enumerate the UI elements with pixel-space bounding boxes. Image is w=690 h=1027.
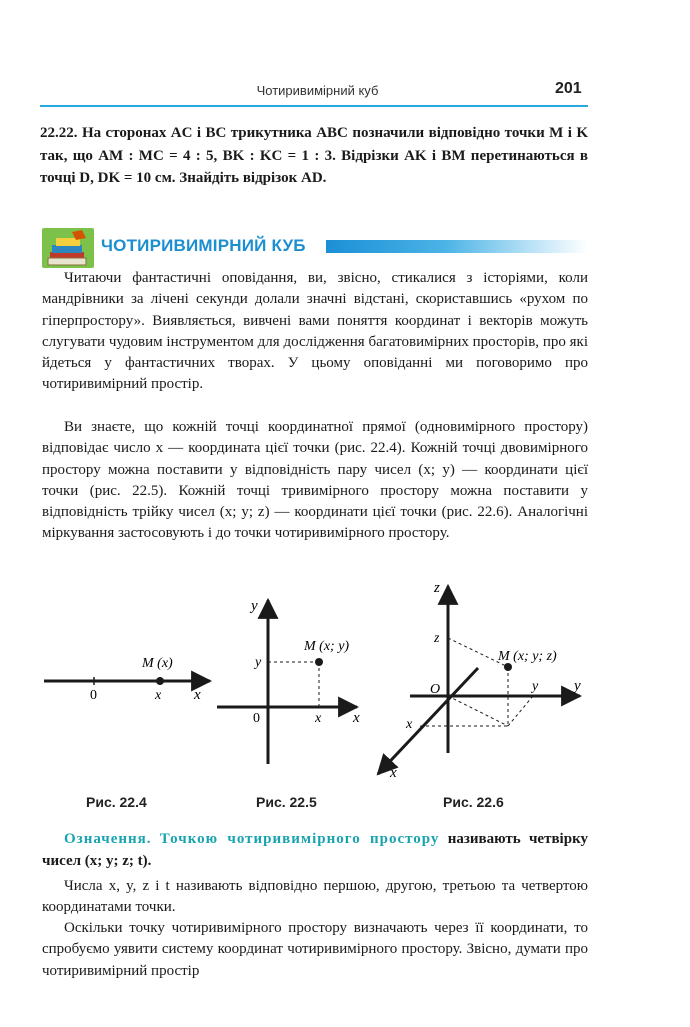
origin-label: O [430, 682, 441, 697]
x-coord-label: x [315, 711, 322, 726]
paragraph-system: Оскільки точку чотиривимірного простору визначають через її координати, то спробуємо уявити систему координат чотиривимірного простору. Звісно, думати про чотиривимірний простір [42, 920, 588, 979]
guide-y-to-proj [508, 696, 533, 726]
origin-label: 0 [90, 688, 97, 703]
problem-22-22 [40, 122, 588, 190]
figure-22-5 [215, 592, 375, 767]
paragraph-intro: Читаючи фантастичні оповідання, ви, звісно, стикалися з історіями, коли мандрівники за лічені секунди долали значні відстані, скориставшись «рухом по гіперпростору». Виявляється, вивчені вами поняття координат і векторів можуть слугувати чудовим інструментом для дослідження багатовимірних просторів, про які йдеться у фантастичних творах. У цьому оповіданні ми поговоримо про чотиривимірний простір. [42, 270, 588, 393]
point-m [315, 658, 323, 666]
point-m-label: M (x) [142, 656, 173, 671]
point-m [156, 677, 164, 685]
caption-22-4: Рис. 22.4 [86, 794, 147, 810]
y-coord-label: y [255, 655, 262, 670]
definition-rest: називають четвірку чисел (x; y; z; t). [42, 831, 589, 869]
page-number: 201 [555, 80, 582, 97]
definition-lead: Означення. [64, 831, 152, 847]
section-title-bar [326, 240, 588, 253]
running-title: Чотиривимірний куб [256, 83, 379, 98]
paragraph-coordinates: Числа x, y, z і t називають відповідно першою, другою, третьою та четвертою координатами точки. [42, 878, 588, 916]
y-coord-label: y [532, 679, 539, 694]
books-icon [42, 228, 94, 268]
section-title: ЧОТИРИВИМІРНИЙ КУБ [101, 236, 306, 255]
x-axis [378, 668, 478, 774]
definition-term: Точкою чотиривимірного простору [159, 831, 440, 847]
axis-label-y: y [574, 678, 581, 694]
origin-label: 0 [253, 711, 260, 726]
point-m-label: M (x; y) [304, 639, 350, 654]
problem-number: 22.22. [40, 125, 78, 141]
coord-label: x [155, 688, 162, 703]
header-rule [40, 105, 588, 107]
definition [42, 828, 588, 872]
problem-text: На сторонах AC і BC трикутника ABC позначили відповідно точки M і K так, що AM : MC = 4 : 5, BK : KC = 1 : 3. Відрізки AK і BM перетинаються в точці D, DK = 10 см. Знайдіть відрізок AD. [40, 125, 589, 186]
figure-22-4 [42, 640, 217, 710]
point-m [504, 663, 512, 671]
axis-label-x: x [194, 687, 201, 703]
guide-origin-to-proj [448, 696, 508, 726]
figure-22-6 [368, 578, 590, 783]
axis-label-x: x [390, 765, 397, 781]
x-coord-label: x [406, 717, 413, 732]
point-m-label: M (x; y; z) [498, 649, 557, 664]
axis-label-x: x [353, 710, 360, 726]
axis-label-y: y [251, 598, 258, 614]
paragraph-dimensions: Ви знаєте, що кожній точці координатної прямої (одновимірного простору) відповідає число x — координата цієї точки (рис. 22.4). Кожній точці двовимірного простору можна поставити у відповідність пару чисел (x; y) — координати цієї точки (рис. 22.5). Кожній точці тривимірного простору можна поставити у відповідність трійку чисел (x; y; z) — координати цієї точки (рис. 22.6). Аналогічні міркування застосовують і до точки чотиривимірного простору. [42, 419, 588, 542]
axis-label-z: z [434, 580, 440, 596]
caption-22-5: Рис. 22.5 [256, 794, 317, 810]
z-coord-label: z [434, 631, 440, 646]
caption-22-6: Рис. 22.6 [443, 794, 504, 810]
